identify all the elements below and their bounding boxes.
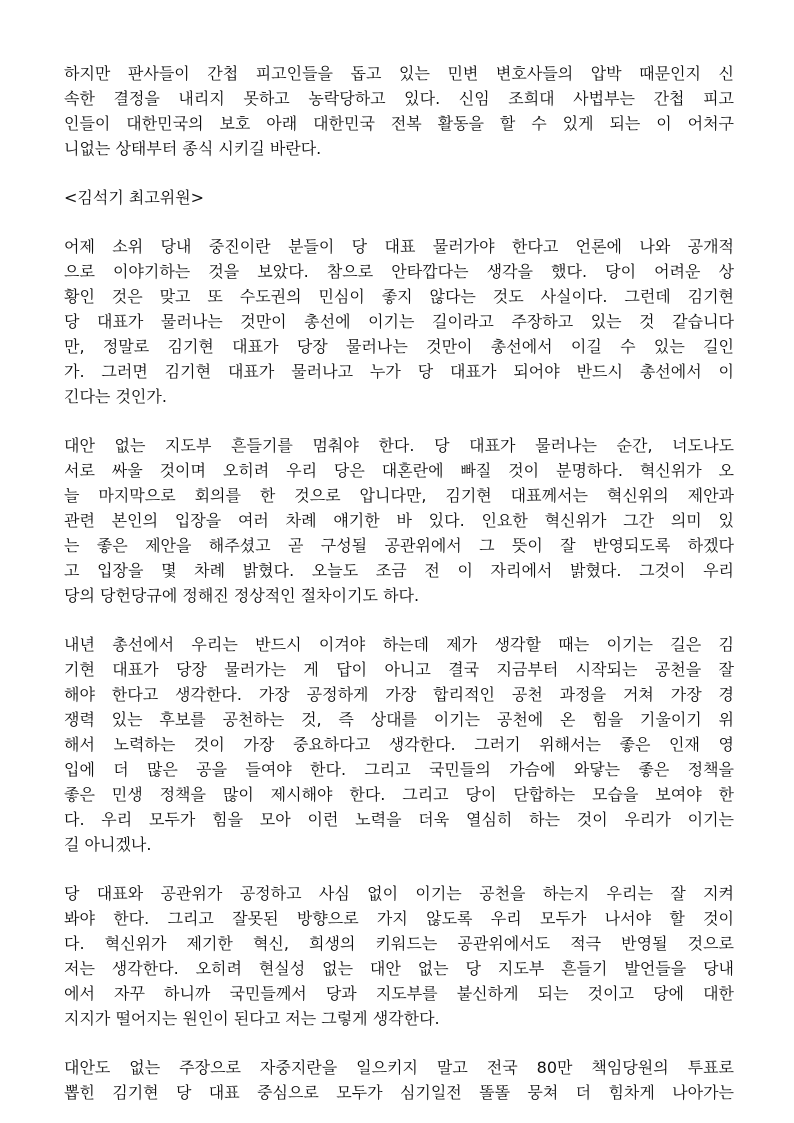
text-line: 저는 생각한다. 오히려 현실성 없는 대안 없는 당 지도부 흔들기 발언들을 당내	[64, 959, 734, 978]
text-line: 당의 당헌당규에 정해진 정상적인 절차이기도 하다.	[64, 586, 420, 605]
paragraph	[64, 234, 734, 409]
text-line: 는 좋은 제안을 해주셨고 곧 구성될 공관위에서 그 뜻이 잘 반영되도록 하겠다	[64, 536, 734, 555]
text-line: 가. 그러면 김기현 대표가 물러나고 누가 당 대표가 되어야 반드시 총선에서 이	[64, 362, 734, 381]
text-line: 해서 노력하는 것이 가장 중요하다고 생각한다. 그러기 위해서는 좋은 인재 영	[64, 735, 734, 754]
text-line: 서로 싸울 것이며 오히려 우리 당은 대혼란에 빠질 것이 분명하다. 혁신위가 오	[64, 461, 734, 480]
text-line: 해야 한다고 생각한다. 가장 공정하게 가장 합리적인 공천 과정을 거쳐 가장 경	[64, 685, 734, 704]
text-line: 어제 소위 당내 중진이란 분들이 당 대표 물러가야 한다고 언론에 나와 공개적	[64, 237, 734, 256]
speaker-heading	[64, 185, 734, 210]
text-line: 인들이 대한민국의 보호 아래 대한민국 전복 활동을 할 수 있게 되는 이 어처구	[64, 114, 734, 133]
paragraph	[64, 881, 734, 1031]
text-line: 늘 마지막으로 회의를 한 것으로 압니다만, 김기현 대표께서는 혁신위의 제안과	[64, 486, 734, 505]
paragraph	[64, 1055, 734, 1105]
paragraph	[64, 632, 734, 857]
text-line: 지지가 떨어지는 원인이 된다고 저는 그렇게 생각한다.	[64, 1009, 440, 1028]
text-line: 만, 정말로 김기현 대표가 당장 물러나는 것만이 총선에서 이길 수 있는 길인	[64, 337, 734, 356]
text-line: 길 아니겠나.	[64, 835, 152, 854]
text-line: 쟁력 있는 후보를 공천하는 것, 즉 상대를 이기는 공천에 온 힘을 기울이기 위	[64, 710, 734, 729]
text-line: 다. 우리 모두가 힘을 모아 이런 노력을 더욱 열심히 하는 것이 우리가 이기는	[64, 810, 734, 829]
text-line: 니없는 상태부터 종식 시키길 바란다.	[64, 139, 322, 158]
text-line: 고 입장을 몇 차례 밝혔다. 오늘도 조금 전 이 자리에서 밝혔다. 그것이 우리	[64, 561, 734, 580]
text-line: 관련 본인의 입장을 여러 차례 얘기한 바 있다. 인요한 혁신위가 그간 의미 있	[64, 511, 734, 530]
text-line: 기현 대표가 당장 물러가는 게 답이 아니고 결국 지금부터 시작되는 공천을 잘	[64, 660, 734, 679]
text-line: 좋은 민생 정책을 많이 제시해야 한다. 그리고 당이 단합하는 모습을 보여야 한	[64, 785, 734, 804]
text-line: 봐야 한다. 그리고 잘못된 방향으로 가지 않도록 우리 모두가 나서야 할 것이	[64, 909, 734, 928]
text-line: 다. 혁신위가 제기한 혁신, 희생의 키워드는 공관위에서도 적극 반영될 것으로	[64, 934, 734, 953]
text-line: 대안도 없는 주장으로 자중지란을 일으키지 말고 전국 80만 책임당원의 투표로	[64, 1058, 734, 1077]
text-line: 긴다는 것인가.	[64, 387, 167, 406]
text-line: 황인 것은 맞고 또 수도권의 민심이 좋지 않다는 것도 사실이다. 그런데 김기현	[64, 287, 734, 306]
text-line: 에서 자꾸 하니까 국민들께서 당과 지도부를 불신하게 되는 것이고 당에 대한	[64, 984, 734, 1003]
paragraph	[64, 433, 734, 608]
text-line: 대안 없는 지도부 흔들기를 멈춰야 한다. 당 대표가 물러나는 순간, 너도나도	[64, 436, 734, 455]
text-line: 뽑힌 김기현 당 대표 중심으로 모두가 심기일전 똘똘 뭉쳐 더 힘차게 나아가는	[64, 1083, 734, 1102]
text-line: 속한 결정을 내리지 못하고 농락당하고 있다. 신임 조희대 사법부는 간첩 피고	[64, 89, 734, 108]
text-line: 입에 더 많은 공을 들여야 한다. 그리고 국민들의 가슴에 와닿는 좋은 정책을	[64, 760, 734, 779]
paragraph	[64, 61, 734, 161]
text-line: 하지만 판사들이 간첩 피고인들을 돕고 있는 민변 변호사들의 압박 때문인지 신	[64, 64, 734, 83]
text-line: 당 대표가 물러나는 것만이 총선에 이기는 길이라고 주장하고 있는 것 같습니다	[64, 312, 734, 331]
text-line: 으로 이야기하는 것을 보았다. 참으로 안타깝다는 생각을 했다. 당이 어려운 상	[64, 262, 734, 281]
text-line: 내년 총선에서 우리는 반드시 이겨야 하는데 제가 생각할 때는 이기는 길은 김	[64, 635, 734, 654]
text-line: <김석기 최고위원>	[64, 188, 205, 207]
text-line: 당 대표와 공관위가 공정하고 사심 없이 이기는 공천을 하는지 우리는 잘 지켜	[64, 884, 734, 903]
